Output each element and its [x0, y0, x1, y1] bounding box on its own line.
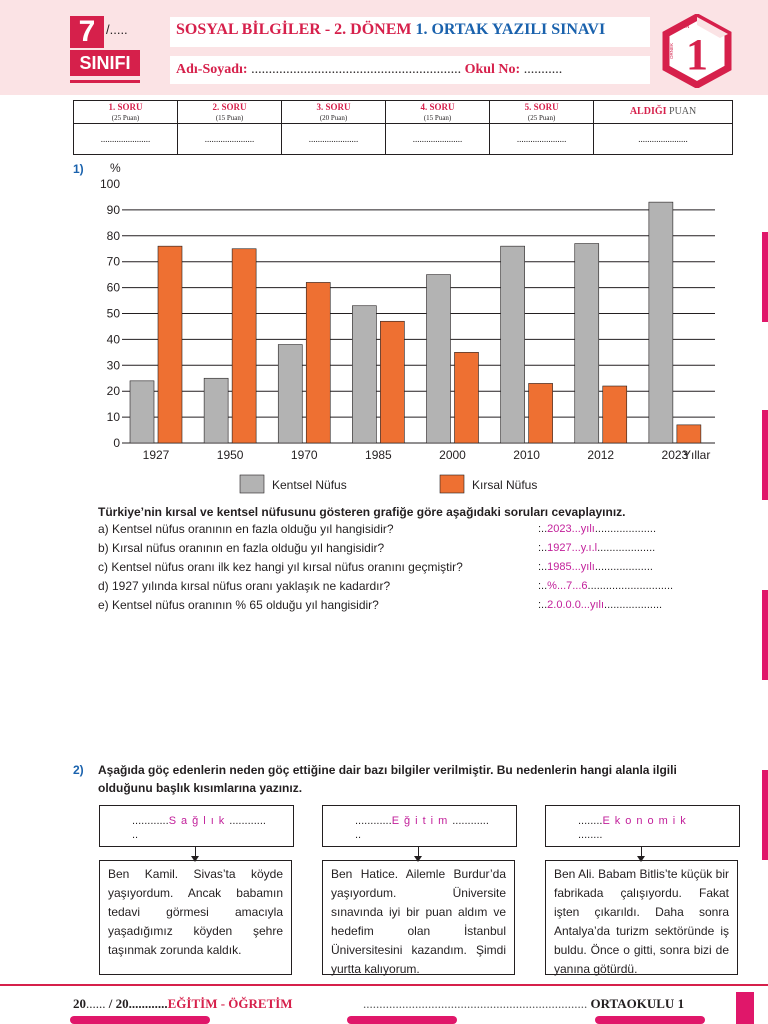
- legend-swatch: [440, 475, 464, 493]
- question-2-intro-line-2: olduğunu başlık kısımlarına yazınız.: [98, 781, 303, 795]
- side-tab-1: [762, 232, 768, 322]
- footer-decor-mid: [347, 1016, 457, 1024]
- bar-kirsal-2012: [603, 386, 627, 443]
- x-tick-label: 2000: [439, 448, 466, 462]
- reason-answer-box-3[interactable]: ........Ekonomik ........: [545, 805, 740, 847]
- x-tick-label: 1970: [290, 448, 318, 462]
- grade-label: SINIFI: [70, 50, 140, 76]
- bar-kentsel-2000: [427, 275, 451, 443]
- question-1-item-a: a) Kentsel nüfus oranının en fazla olduğu yıl hangisidir?: [98, 522, 394, 536]
- score-col-2: 2. SORU (15 Puan): [178, 101, 282, 124]
- x-axis-label: Yıllar: [683, 448, 711, 462]
- bar-kirsal-1985: [380, 321, 404, 443]
- migration-story-2: Ben Hatice. Ailemle Burdur’da yaşıyordum. Üniversite sınavında iyi bir puan aldım ve hedefim olan İstanbul Üniversitesini kazandım. Şimdi yurtta kalıyorum.: [322, 860, 515, 975]
- y-tick-label: 60: [106, 280, 120, 295]
- legend-swatch: [240, 475, 264, 493]
- bar-kirsal-2010: [529, 383, 553, 443]
- question-2-number: 2): [73, 763, 84, 777]
- y-tick-label: 20: [106, 384, 120, 399]
- y-tick-label: 0: [113, 436, 120, 450]
- footer-decor-left: [70, 1016, 210, 1024]
- y-tick-label: 100: [99, 177, 120, 191]
- side-tab-2: [762, 410, 768, 500]
- bar-kirsal-1970: [306, 282, 330, 443]
- question-1-intro: Türkiye’nin kırsal ve kentsel nüfusunu gösteren grafiğe göre aşağıdaki soruları cevaplayınız.: [98, 505, 626, 519]
- y-tick-label: 80: [106, 228, 120, 243]
- bar-kentsel-2012: [575, 244, 599, 443]
- exam-title: [176, 21, 605, 39]
- badge-number: 1: [686, 30, 708, 79]
- legend-label: Kentsel Nüfus: [272, 478, 347, 492]
- page-number: 1: [677, 996, 685, 1011]
- migration-story-1: Ben Kamil. Sivas’ta köyde yaşıyordum. Ancak babamın tedavi görmesi amacıyla yaşadığımız köyden şehre taşınmak zorunda kaldık.: [99, 860, 292, 975]
- x-tick-label: 1950: [216, 448, 244, 462]
- footer-decor-right: [595, 1016, 705, 1024]
- name-label: Adı-Soyadı:: [176, 62, 248, 77]
- question-1-item-e: e) Kentsel nüfus oranının % 65 olduğu yıl hangisidir?: [98, 598, 379, 612]
- bar-kentsel-1985: [352, 306, 376, 443]
- grade-section-blank: /.....: [106, 22, 128, 37]
- x-tick-label: 2010: [513, 448, 540, 462]
- score-blank-total[interactable]: ......................: [594, 124, 733, 155]
- answer-field-d[interactable]: :..%...7...6............................: [538, 580, 674, 592]
- grade-number: 7: [70, 16, 104, 48]
- migration-story-3: Ben Ali. Babam Bitlis’te küçük bir fabrikada çalışıyordu. Fakat işten çıkarıldı. Daha sonra Antalya’da turizm sektöründe iş buldu. Önce o gitti, sonra bizi de yanına götürdü.: [545, 860, 738, 975]
- score-col-3: 3. SORU (20 Puan): [282, 101, 386, 124]
- question-1-number: 1): [73, 162, 84, 176]
- question-2-intro-line-1: Aşağıda göç edenlerin neden göç ettiğine dair bazı bilgiler verilmiştir. Bu nedenlerin hangi alanla ilgili: [98, 763, 677, 777]
- academic-year: 20...... / 20............EĞİTİM - ÖĞRETİM: [73, 996, 293, 1011]
- y-axis-label: %: [110, 161, 121, 175]
- badge-word-top: SEN: [679, 24, 690, 30]
- x-tick-label: 1927: [142, 448, 170, 462]
- reason-answer-box-1[interactable]: ............Sağlık............ ..: [99, 805, 294, 847]
- y-tick-label: 30: [106, 358, 120, 373]
- answer-field-e[interactable]: :..2.0.0.0...yılı...................: [538, 599, 663, 611]
- school-no-field[interactable]: ...........: [523, 62, 563, 77]
- bar-kentsel-1927: [130, 381, 154, 443]
- bar-kirsal-2000: [455, 352, 479, 443]
- bar-kentsel-1970: [278, 345, 302, 443]
- bar-kentsel-2023: [649, 202, 673, 443]
- bar-kirsal-2023: [677, 425, 701, 443]
- bar-kentsel-1950: [204, 378, 228, 443]
- answer-field-a[interactable]: :..2023...yılı....................: [538, 523, 656, 535]
- answer-field-b[interactable]: :..1927...y.ı.l...................: [538, 542, 656, 554]
- y-tick-label: 10: [106, 410, 120, 425]
- y-tick-label: 40: [106, 332, 120, 347]
- legend-label: Kırsal Nüfus: [472, 478, 538, 492]
- bar-kirsal-1950: [232, 249, 256, 443]
- grade-underline: [70, 80, 140, 83]
- score-col-5: 5. SORU (25 Puan): [490, 101, 594, 124]
- exam-title-main: SOSYAL BİLGİLER - 2. DÖNEM: [176, 21, 412, 38]
- exam-title-accent: 1. ORTAK YAZILI SINAVI: [415, 21, 606, 38]
- score-col-1: 1. SORU (25 Puan): [74, 101, 178, 124]
- score-blank-2[interactable]: ......................: [178, 124, 282, 155]
- x-tick-label: 2012: [587, 448, 615, 462]
- school-no-label: Okul No:: [464, 62, 521, 77]
- bar-kirsal-1927: [158, 246, 182, 443]
- score-col-4: 4. SORU (15 Puan): [386, 101, 490, 124]
- bar-kentsel-2010: [501, 246, 525, 443]
- student-info-line: [176, 62, 562, 78]
- footer-rule: [0, 984, 768, 986]
- score-table: [73, 100, 733, 155]
- question-1-item-d: d) 1927 yılında kırsal nüfus oranı yaklaşık ne kadardır?: [98, 579, 391, 593]
- footer-corner-tab: [736, 992, 754, 1024]
- badge-word-side: ÖRNEK: [669, 42, 674, 59]
- name-field[interactable]: ............................................................: [251, 62, 462, 77]
- population-bar-chart: [90, 160, 730, 505]
- x-tick-label: 1985: [365, 448, 392, 462]
- x-tick-label: 2023: [661, 448, 689, 462]
- question-1-item-c: c) Kentsel nüfus oranı ilk kez hangi yıl kırsal nüfus oranını geçmiştir?: [98, 560, 463, 574]
- y-tick-label: 70: [106, 254, 120, 269]
- school-name-line: ..................................................................... ORTAOKULU 1: [363, 996, 685, 1011]
- answer-field-c[interactable]: :..1985...yılı...................: [538, 561, 653, 573]
- score-blank-4[interactable]: ......................: [386, 124, 490, 155]
- sample-badge-icon: [660, 14, 734, 88]
- y-tick-label: 90: [106, 202, 120, 217]
- side-tab-3: [762, 590, 768, 680]
- reason-answer-box-2[interactable]: ............Eğitim............ ..: [322, 805, 517, 847]
- score-blank-1[interactable]: ......................: [74, 124, 178, 155]
- question-1-item-b: b) Kırsal nüfus oranının en fazla olduğu yıl hangisidir?: [98, 541, 385, 555]
- y-tick-label: 50: [106, 306, 120, 321]
- score-blank-5[interactable]: ......................: [490, 124, 594, 155]
- side-tab-4: [762, 770, 768, 860]
- score-blank-3[interactable]: ......................: [282, 124, 386, 155]
- score-col-total: ALDIĞI PUAN: [594, 101, 733, 124]
